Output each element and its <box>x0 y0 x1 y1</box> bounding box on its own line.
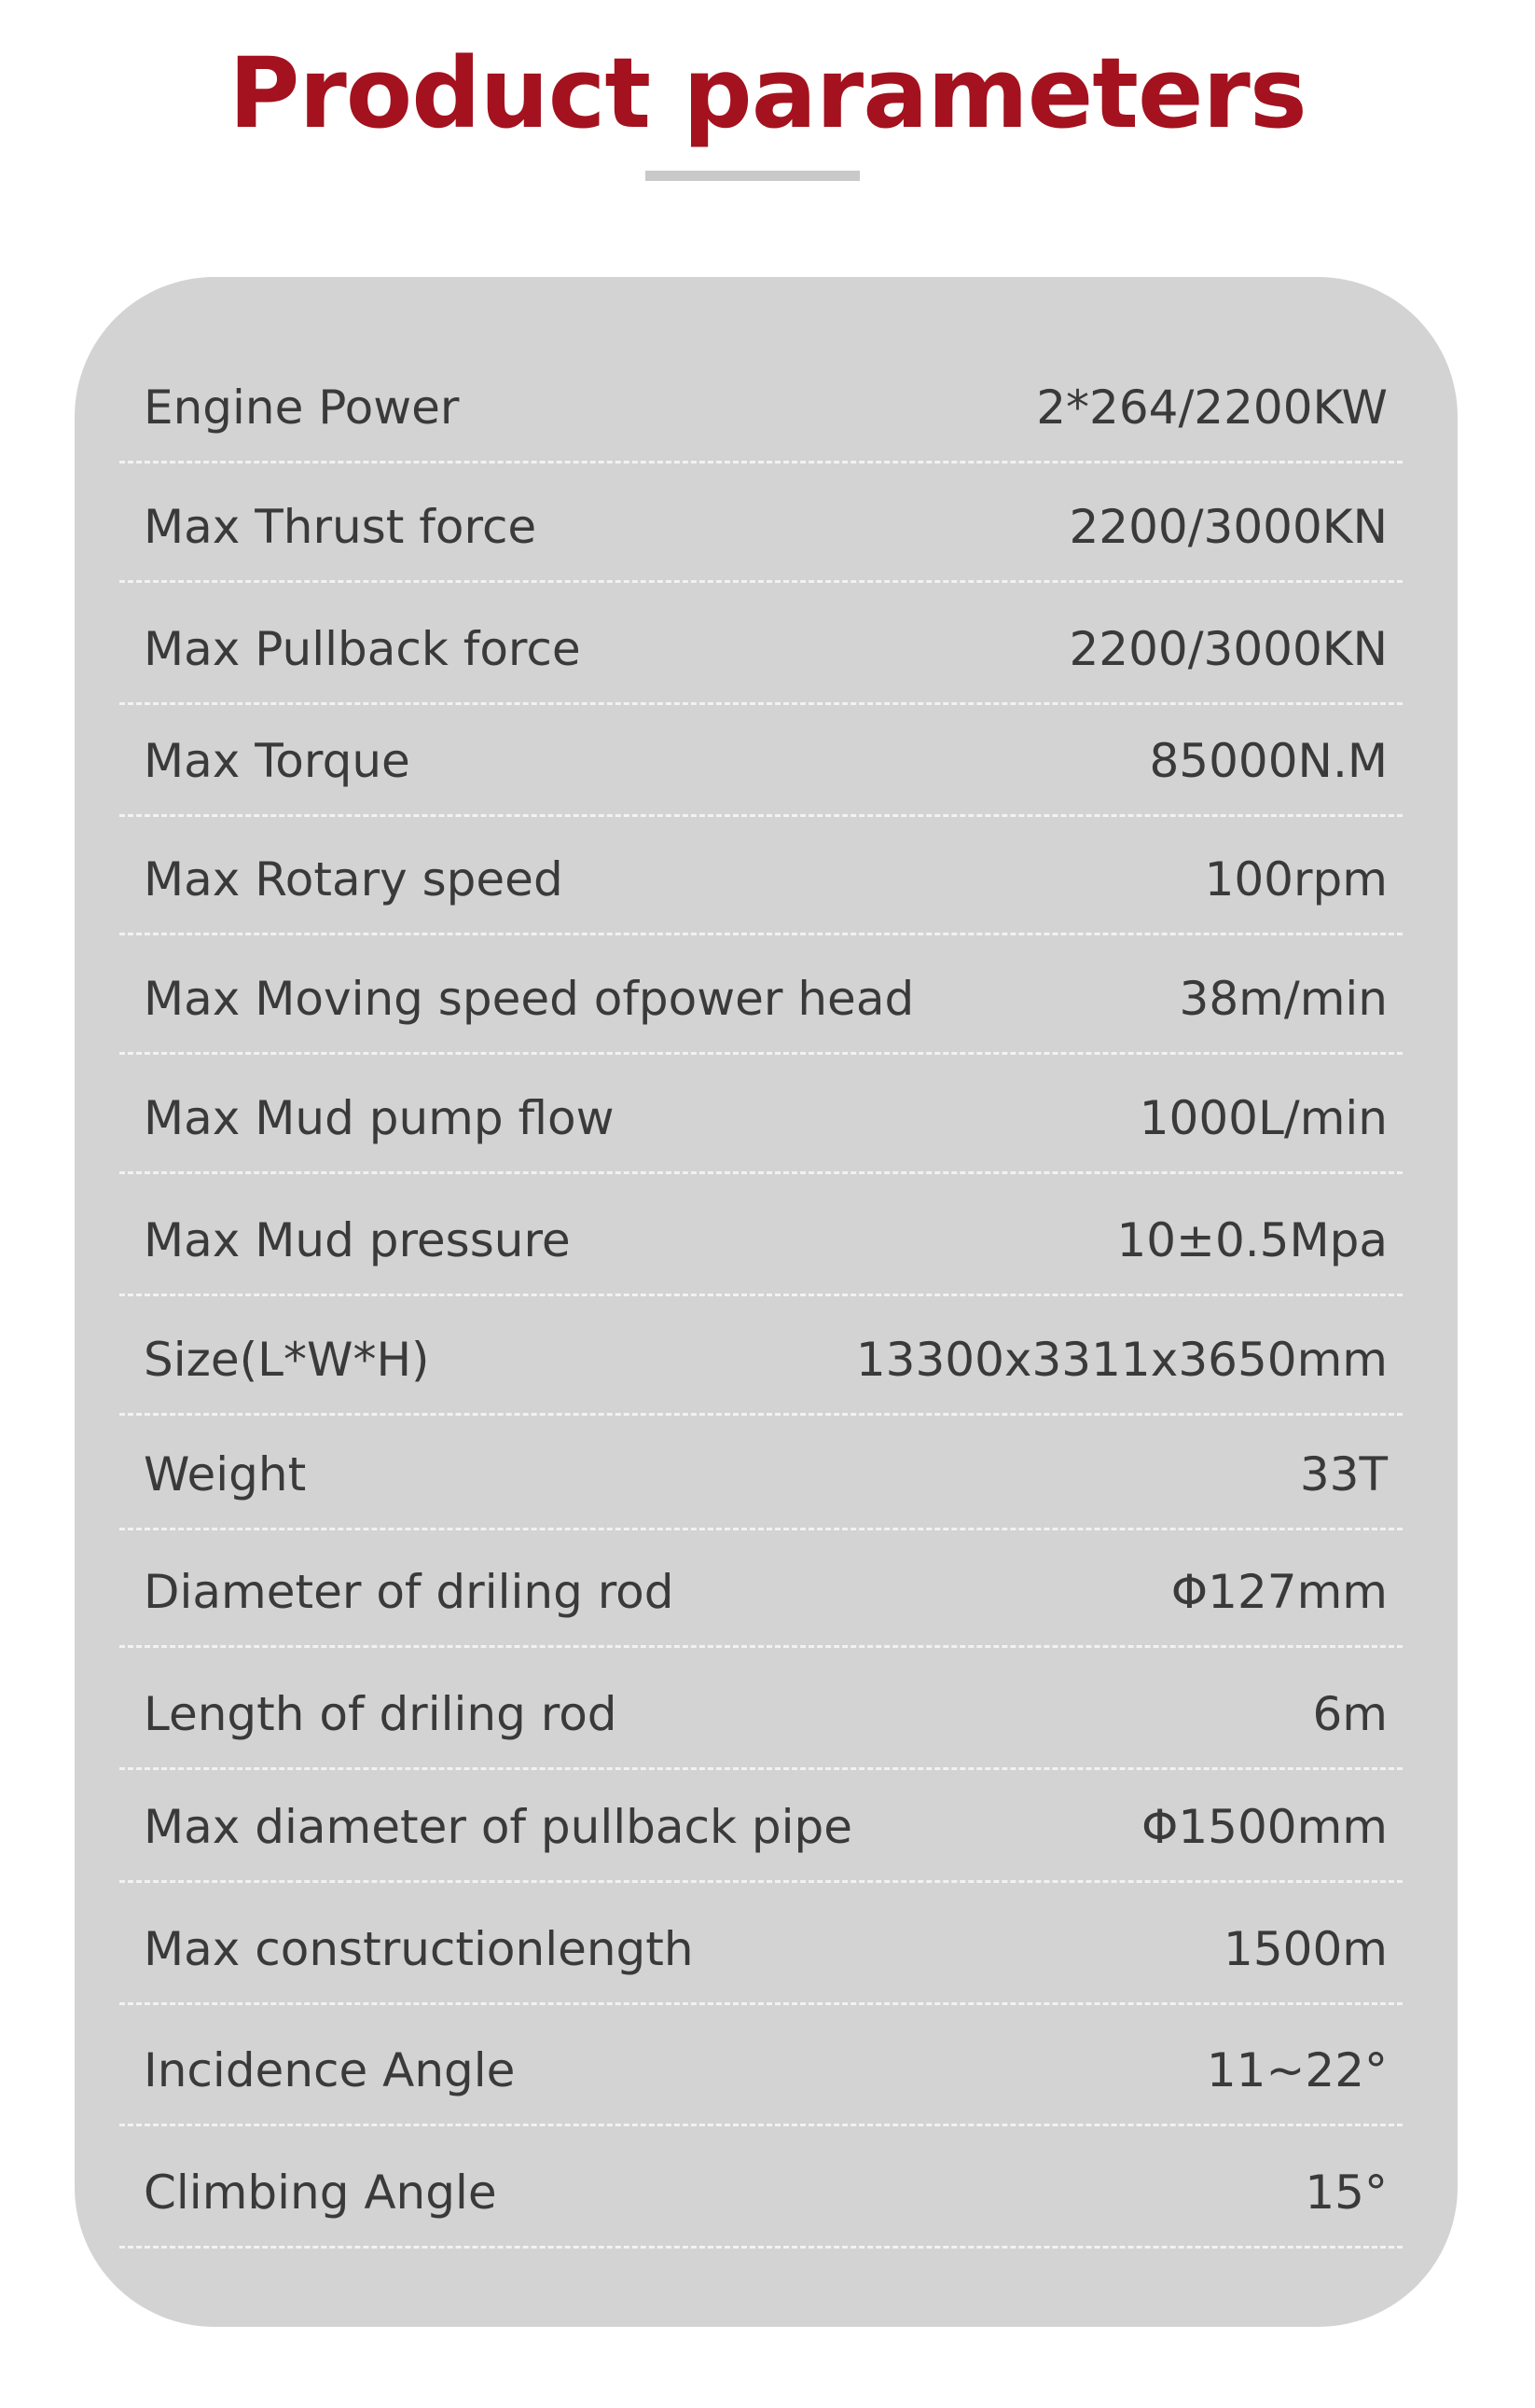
param-label: Max Pullback force <box>144 622 581 676</box>
param-row-max-pullback-force <box>119 583 1403 705</box>
param-label: Max Thrust force <box>144 500 537 554</box>
param-row-max-thrust-force <box>119 464 1403 583</box>
param-label: Climbing Angle <box>144 2166 497 2220</box>
param-row-engine-power <box>119 277 1403 464</box>
param-row-max-mud-pressure <box>119 1174 1403 1296</box>
param-label: Engine Power <box>144 381 460 435</box>
parameters-card <box>75 277 1458 2327</box>
param-row-max-moving-speed <box>119 935 1403 1055</box>
param-value: 2*264/2200KW <box>1036 381 1388 435</box>
param-row-incidence-angle <box>119 2005 1403 2126</box>
param-row-max-construction-length <box>119 1883 1403 2005</box>
title-underline <box>645 171 860 181</box>
param-label: Length of driling rod <box>144 1687 617 1741</box>
param-label: Size(L*W*H) <box>144 1333 430 1387</box>
param-value: Φ1500mm <box>1141 1800 1388 1854</box>
param-value: 85000N.M <box>1149 734 1388 788</box>
param-value: 1500m <box>1224 1922 1388 1976</box>
param-row-max-pipe-diameter <box>119 1770 1403 1883</box>
param-value: 38m/min <box>1179 972 1388 1026</box>
param-label: Max Mud pump flow <box>144 1091 615 1145</box>
param-row-weight <box>119 1416 1403 1530</box>
param-value: Φ127mm <box>1170 1565 1388 1619</box>
param-value: 33T <box>1299 1447 1388 1502</box>
page-title: Product parameters <box>228 36 1307 150</box>
param-label: Diameter of driling rod <box>144 1565 674 1619</box>
param-value: 13300x3311x3650mm <box>855 1333 1388 1387</box>
param-label: Max diameter of pullback pipe <box>144 1800 852 1854</box>
param-row-max-torque <box>119 705 1403 817</box>
param-label: Max Torque <box>144 734 410 788</box>
param-value: 100rpm <box>1204 852 1388 906</box>
param-row-climbing-angle <box>119 2126 1403 2249</box>
row-divider <box>119 2246 1403 2249</box>
param-row-rod-length <box>119 1648 1403 1770</box>
param-value: 10±0.5Mpa <box>1116 1213 1388 1267</box>
param-value: 15° <box>1305 2166 1388 2220</box>
param-label: Weight <box>144 1447 307 1502</box>
param-label: Max Mud pressure <box>144 1213 571 1267</box>
param-value: 2200/3000KN <box>1069 622 1388 676</box>
param-value: 1000L/min <box>1139 1091 1388 1145</box>
param-value: 2200/3000KN <box>1069 500 1388 554</box>
param-row-max-mud-pump-flow <box>119 1055 1403 1174</box>
param-value: 6m <box>1312 1687 1388 1741</box>
param-label: Max Moving speed ofpower head <box>144 972 915 1026</box>
param-row-max-rotary-speed <box>119 817 1403 935</box>
param-label: Max constructionlength <box>144 1922 694 1976</box>
param-row-size <box>119 1296 1403 1416</box>
param-label: Max Rotary speed <box>144 852 563 906</box>
param-label: Incidence Angle <box>144 2043 516 2097</box>
param-row-rod-diameter <box>119 1530 1403 1648</box>
param-value: 11~22° <box>1206 2043 1388 2097</box>
